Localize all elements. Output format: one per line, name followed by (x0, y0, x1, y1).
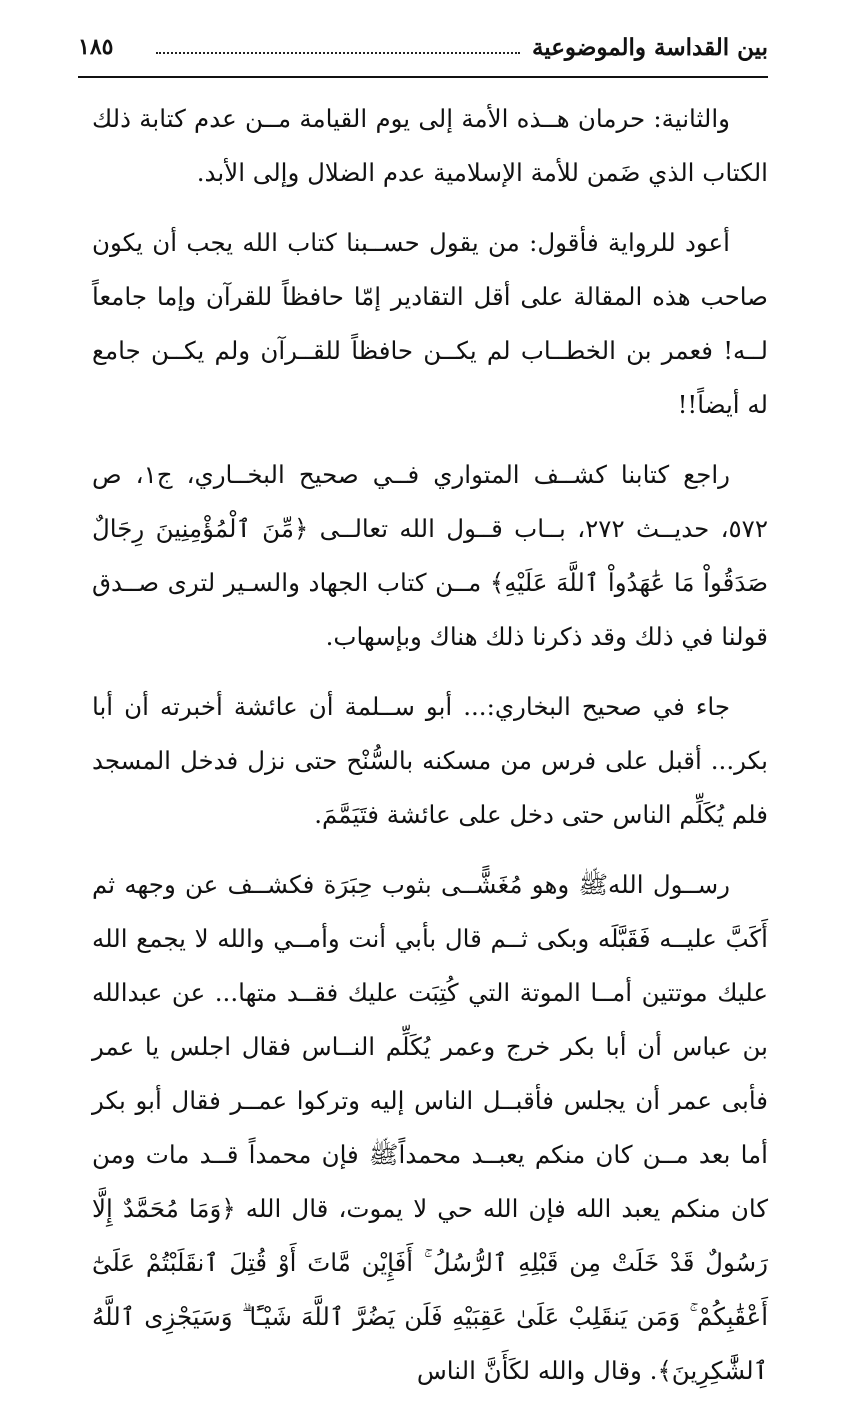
header-divider (78, 76, 768, 78)
body-text (92, 92, 768, 1414)
paragraph-3: راجع كتابنا كشــف المتواري فــي صحيح البخــاري، ج١، ص ٥٧٢، حديــث ٢٧٢، بــاب قــول الله تعالــى ﴿مِّنَ ٱلْمُؤْمِنِينَ رِجَالٌ صَدَقُواْ مَا عَٰهَدُواْ ٱللَّهَ عَلَيْهِ﴾ مــن كتاب الجهاد والسـير لترى صــدق قولنا في ذلك وقد ذكرنا ذلك هناك وبإسهاب. (92, 460, 768, 651)
dotted-leader (156, 52, 520, 54)
paragraph-4: جاء في صحيح البخاري:... أبو ســلمة أن عائشة أخبرته أن أبا بكر... أقبل على فرس من مسكنه بالسُّنْح حتى نزل فدخل المسجد فلم يُكَلِّم الناس حتى دخل على عائشة فتَيَمَّمَ. (92, 692, 768, 829)
running-title: بين القداسة والموضوعية (531, 34, 768, 61)
paragraph-5: رســول اللهﷺ وهو مُغَشًّــى بثوب حِبَرَة فكشــف عن وجهه ثم أَكَبَّ عليــه فَقَبَّلَه وبكى ثــم قال بأبي أنت وأمــي والله لا يجمع الله عليك موتتين أمــا الموتة التي كُتِبَت عليك فقــد متها... عن عبدالله بن عباس أن أبا بكر خرج وعمر يُكَلِّم النــاس فقال اجلس يا عمر فأبى عمر أن يجلس فأقبــل الناس إليه وتركوا عمــر فقال أبو بكر أما بعد مــن كان منكم يعبــد محمداًﷺ فإن محمداً قــد مات ومن كان منكم يعبد الله فإن الله حي لا يموت، قال الله ﴿وَمَا مُحَمَّدٌ إِلَّا رَسُولٌ قَدْ خَلَتْ مِن قَبْلِهِ ٱلرُّسُلُ ۚ أَفَإِيْن مَّاتَ أَوْ قُتِلَ ٱنقَلَبْتُمْ عَلَىٰٓ أَعْقَٰبِكُمْ ۚ وَمَن يَنقَلِبْ عَلَىٰ عَقِبَيْهِ فَلَن يَضُرَّ ٱللَّهَ شَيْـًٔا ۗ وَسَيَجْزِى ٱللَّهُ ٱلشَّٰكِرِينَ﴾. وقال والله لكَأَنَّ الناس (92, 870, 768, 1385)
page-header (78, 30, 768, 70)
paragraph-1: والثانية: حرمان هــذه الأمة إلى يوم القيامة مــن عدم كتابة ذلك الكتاب الذي ضَمن للأمة الإسلامية عدم الضلال وإلى الأبد. (92, 104, 768, 187)
paragraph-2: أعود للرواية فأقول: من يقول حســبنا كتاب الله يجب أن يكون صاحب هذه المقالة على أقل التقادير إمّا حافظاً للقرآن وإما جامعاً لــه! فعمر بن الخطــاب لم يكــن حافظاً للقــرآن ولم يكــن جامع له أيضاً!! (92, 228, 768, 419)
page-number: ١٨٥ (78, 34, 114, 60)
